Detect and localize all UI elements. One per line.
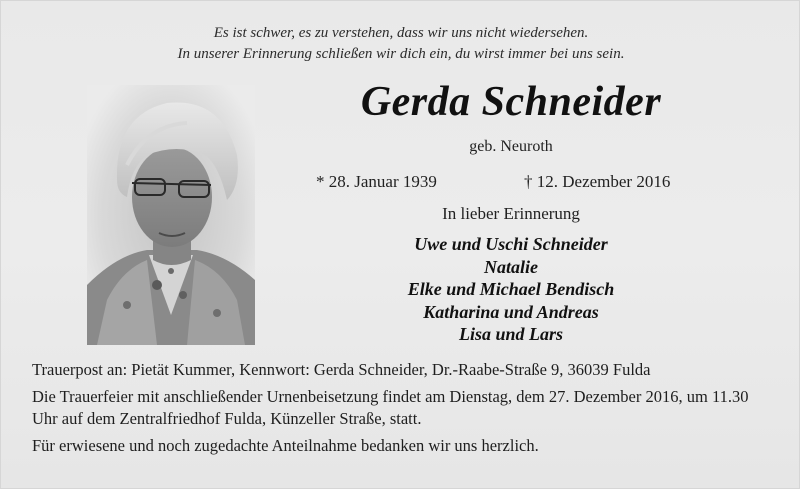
death-date: † 12. Dezember 2016 — [524, 172, 671, 191]
funeral-info: Die Trauerfeier mit anschließender Urnenbeisetzung findet am Dienstag, dem 27. Dezember 2016, um 11.30 Uhr auf dem Zentralfriedhof Fulda, Künzeller Straße, statt. — [32, 387, 749, 428]
motto-line-2: In unserer Erinnerung schließen wir dich ein, du wirst immer bei uns sein. — [177, 46, 625, 62]
maiden-name: geb. Neuroth — [469, 138, 553, 155]
mourner-entry: Lisa und Lars — [458, 324, 564, 344]
portrait-photo — [87, 85, 255, 345]
mourner-entry: Natalie — [484, 256, 538, 277]
motto-verse — [1, 23, 800, 65]
thanks-note: Für erwiesene und noch zugedachte Anteilnahme bedanken wir uns herzlich. — [32, 436, 539, 455]
memory-heading: In lieber Erinnerung — [442, 204, 580, 223]
birth-date: * 28. Januar 1939 — [316, 172, 437, 191]
mourners-list — [301, 233, 721, 346]
notes-section — [32, 359, 777, 462]
mourner-entry: Katharina und Andreas — [423, 301, 599, 322]
condolence-address: Trauerpost an: Pietät Kummer, Kennwort: Gerda Schneider, Dr.-Raabe-Straße 9, 36039 Fulda — [32, 360, 651, 379]
motto-line-1: Es ist schwer, es zu verstehen, dass wir uns nicht wiedersehen. — [213, 25, 589, 41]
mourner-entry: Elke und Michael Bendisch — [407, 279, 615, 299]
mourner-entry: Uwe und Uschi Schneider — [414, 234, 608, 254]
deceased-name: Gerda Schneider — [360, 79, 662, 125]
